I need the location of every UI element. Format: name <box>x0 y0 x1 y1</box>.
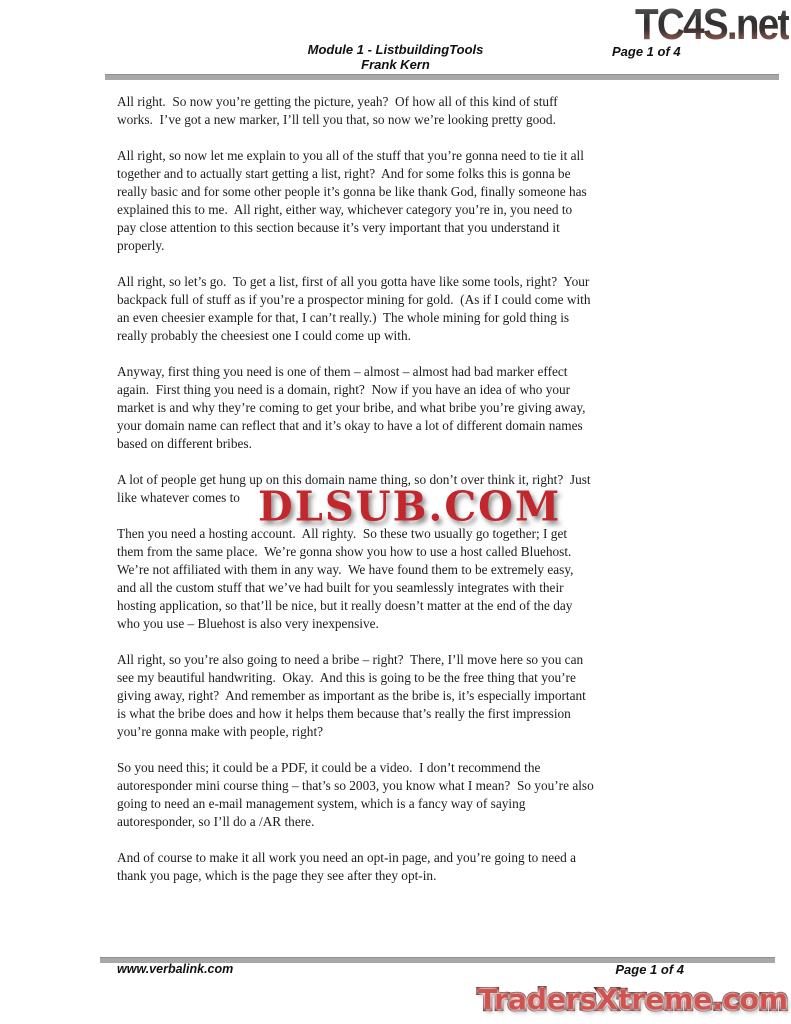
text-line: autoresponder, so I’ll do a /AR there. <box>117 814 315 829</box>
text-line: them from the same place. We’re gonna show you how to use a host called Bluehost. <box>117 544 572 559</box>
footer-page-number: Page 1 of 4 <box>615 962 684 977</box>
footer-site-url: www.verbalink.com <box>117 962 234 976</box>
text-line: A lot of people get hung up on this domain name thing, so don’t over think it, right? Just <box>117 472 591 487</box>
paragraph <box>117 849 717 885</box>
paragraph <box>117 651 717 741</box>
text-line: and all the custom stuff that we’ve had built for you seamlessly integrates with their <box>117 580 564 595</box>
text-line: together and to actually start getting a list, right? And for some folks this is gonna be <box>117 166 571 181</box>
paragraph <box>117 273 717 345</box>
text-line: going to need an e-mail management system, which is a fancy way of saying <box>117 796 526 811</box>
text-line: based on different bribes. <box>117 436 252 451</box>
text-line: backpack full of stuff as if you’re a prospector mining for gold. (As if I could come with <box>117 292 591 307</box>
text-line: works. I’ve got a new marker, I’ll tell you that, so now we’re looking pretty good. <box>117 112 556 127</box>
text-line: explained this to me. All right, either way, whichever category you’re in, you need to <box>117 202 573 217</box>
text-line: All right, so let’s go. To get a list, first of all you gotta have like some tools, right? Your <box>117 274 590 289</box>
paragraph <box>117 93 717 129</box>
text-line: Then you need a hosting account. All righty. So these two usually go together; I get <box>117 526 568 541</box>
text-line: see my beautiful handwriting. Okay. And this is going to be the free thing that you’re <box>117 670 576 685</box>
module-title: Module 1 - ListbuildingTools <box>307 42 484 57</box>
dlsub-watermark: DLSUB.COM <box>258 482 562 531</box>
text-line: So you need this; it could be a PDF, it could be a video. I don’t recommend the <box>117 760 541 775</box>
text-line: thank you page, which is the page they see after they opt-in. <box>117 868 437 883</box>
text-line: an even cheesier example for that, I can’t really.) The whole mining for gold thing is <box>117 310 570 325</box>
text-line: autoresponder mini course thing – that’s so 2003, you know what I mean? So you’re also <box>117 778 594 793</box>
text-line: hosting application, so that’ll be nice, but it really doesn’t matter at the end of the day <box>117 598 573 613</box>
paragraph <box>117 147 717 255</box>
text-line: And of course to make it all work you need an opt-in page, and you’re going to need a <box>117 850 576 865</box>
text-line: you’re gonna make with people, right? <box>117 724 324 739</box>
text-line: who you use – Bluehost is also very inexpensive. <box>117 616 379 631</box>
text-line: All right, so now let me explain to you all of the stuff that you’re gonna need to tie it all <box>117 148 584 163</box>
text-line: All right, so you’re also going to need a bribe – right? There, I’ll move here so you can <box>117 652 584 667</box>
paragraph <box>117 525 717 633</box>
tradersxtreme-logo: TradersXtreme.com <box>478 983 788 1016</box>
text-line: pay close attention to this section because it’s very important that you understand it <box>117 220 560 235</box>
tc4s-logo: TC4S.net <box>635 0 789 49</box>
text-line: really basic and for some other people it’s gonna be like thank God, finally someone has <box>117 184 587 199</box>
text-line: Anyway, first thing you need is one of them – almost – almost had bad marker effect <box>117 364 568 379</box>
paragraph <box>117 759 717 831</box>
text-line: your domain name can reflect that and it’s okay to have a lot of different domain names <box>117 418 583 433</box>
text-line: is what the bribe does and how it helps them because that’s really the first impression <box>117 706 571 721</box>
header-page-number: Page 1 of 4 <box>612 44 681 59</box>
text-line: again. First thing you need is a domain, right? Now if you have an idea of who your <box>117 382 571 397</box>
header-divider <box>105 74 779 80</box>
author-name: Frank Kern <box>361 57 430 72</box>
text-line: like whatever comes to <box>117 490 240 505</box>
text-line: We’re not affiliated with them in any way. We have found them to be extremely easy, <box>117 562 574 577</box>
text-line: properly. <box>117 238 165 253</box>
paragraph <box>117 363 717 453</box>
text-line: market is and why they’re coming to get your bribe, and what bribe you’re giving away, <box>117 400 586 415</box>
text-line: really probably the cheesiest one I could come up with. <box>117 328 411 343</box>
document-header <box>0 42 791 72</box>
text-line: giving away, right? And remember as important as the bribe is, it’s especially important <box>117 688 586 703</box>
text-line: All right. So now you’re getting the picture, yeah? Of how all of this kind of stuff <box>117 94 558 109</box>
